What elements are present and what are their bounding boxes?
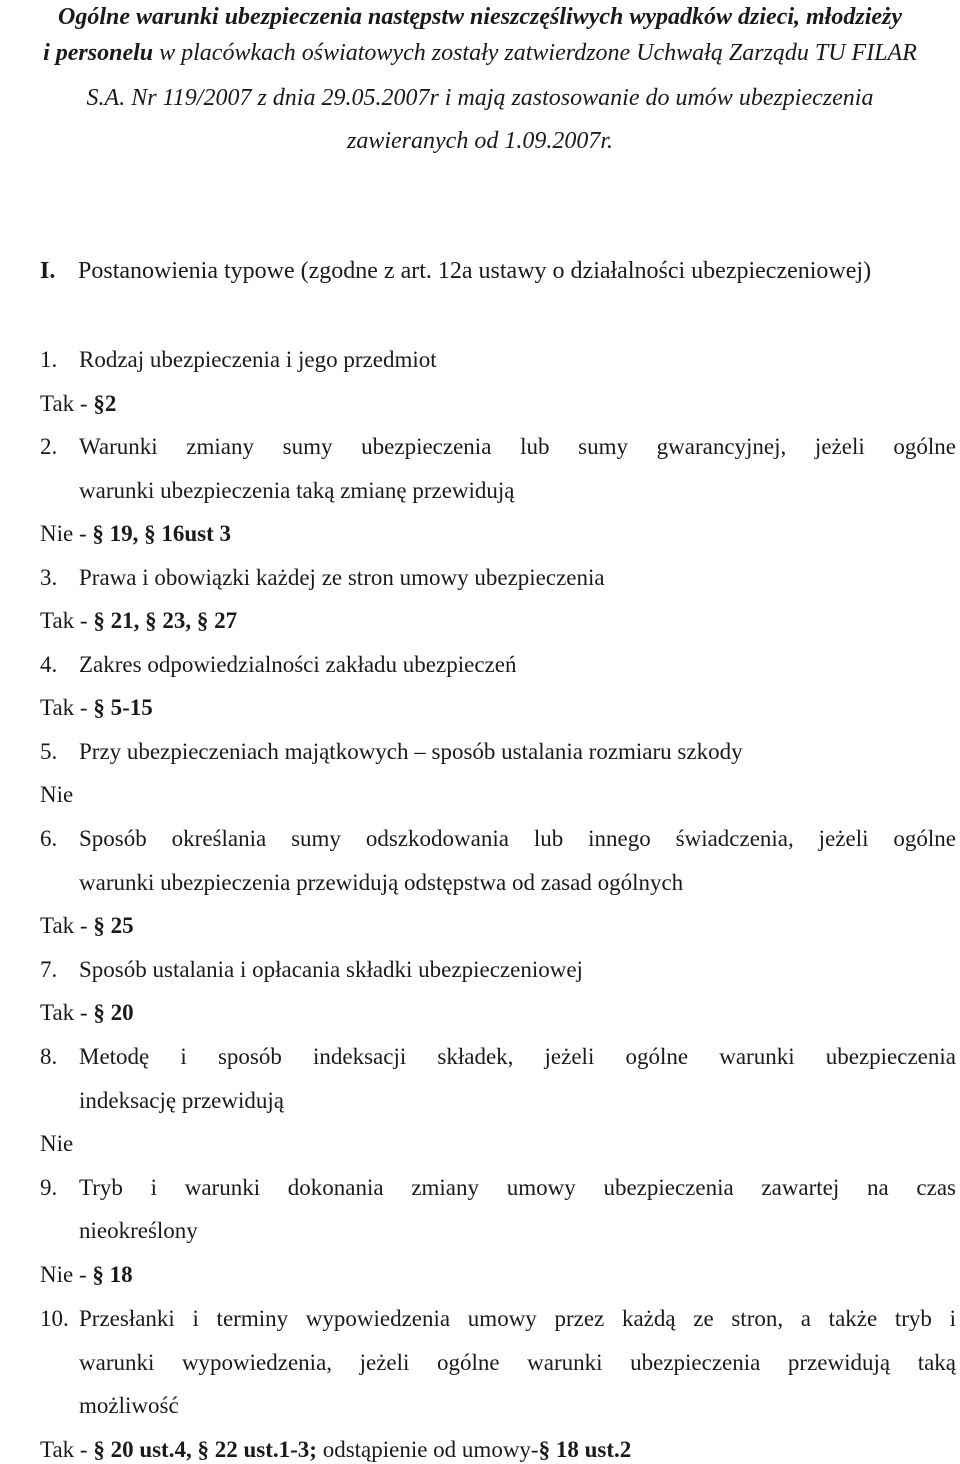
item-question-line-1: Przesłanki i terminy wypowiedzenia umowy przez każdą ze stron, a także tryb i <box>79 1306 956 1331</box>
item-question-line-2: warunki wypowiedzenia, jeżeli ogólne warunki ubezpieczenia przewidują taką <box>79 1350 956 1375</box>
section-number: I. <box>40 258 56 284</box>
answer-ref: § 20 <box>93 1000 134 1025</box>
answer-label: Nie <box>40 1131 74 1156</box>
item-10-answer <box>40 1437 631 1463</box>
item-number: 8. <box>40 1044 58 1069</box>
item-question: Zakres odpowiedzialności zakładu ubezpieczeń <box>79 652 517 677</box>
answer-ref: § 25 <box>93 913 134 938</box>
item-number: 3. <box>40 565 58 590</box>
item-number: 4. <box>40 652 58 677</box>
item-number: 5. <box>40 739 58 764</box>
answer-ref-2: § 18 ust.2 <box>538 1437 632 1462</box>
answer-label: Tak - <box>40 608 94 633</box>
item-number: 6. <box>40 826 58 851</box>
answer-label: Tak - <box>40 1000 94 1025</box>
section-heading <box>40 258 871 284</box>
item-question: Przy ubezpieczeniach majątkowych – sposób ustalania rozmiaru szkody <box>79 739 743 764</box>
answer-label: Tak - <box>40 695 94 720</box>
item-question-line-1: Tryb i warunki dokonania zmiany umowy ubezpieczenia zawartej na czas <box>79 1175 956 1200</box>
item-3-answer <box>40 608 237 634</box>
item-7-answer <box>40 1000 134 1026</box>
header-line-4-text: zawieranych od 1.09.2007r. <box>347 128 613 154</box>
item-4-answer <box>40 695 153 721</box>
header-line-4 <box>0 128 960 154</box>
item-question-line-2: warunki ubezpieczenia taką zmianę przewidują <box>79 478 515 503</box>
answer-ref: § 21, § 23, § 27 <box>93 608 238 633</box>
answer-ref: § 20 ust.4, § 22 ust.1-3; <box>93 1437 317 1462</box>
answer-ref: § 19, § 16ust 3 <box>92 521 232 546</box>
item-6-answer <box>40 913 134 939</box>
section-title: Postanowienia typowe (zgodne z art. 12a ustawy o działalności ubezpieczeniowej) <box>78 258 872 284</box>
item-question-line-1: Metodę i sposób indeksacji składek, jeżeli ogólne warunki ubezpieczenia <box>79 1044 956 1069</box>
item-number: 10. <box>40 1306 69 1331</box>
header-line-1-text: Ogólne warunki ubezpieczenia następstw nieszczęśliwych wypadków dzieci, młodzieży <box>57 4 903 30</box>
answer-label: Tak - <box>40 913 94 938</box>
answer-label: Tak - <box>40 1437 94 1462</box>
header-line-2-bold: i personelu <box>43 40 154 66</box>
item-question: Sposób ustalania i opłacania składki ubezpieczeniowej <box>79 957 583 982</box>
header-line-3 <box>0 85 960 111</box>
item-5-answer <box>40 782 73 808</box>
item-question-line-1: Warunki zmiany sumy ubezpieczenia lub sumy gwarancyjnej, jeżeli ogólne <box>79 434 956 459</box>
item-2-answer <box>40 521 231 547</box>
item-question-line-2: nieokreślony <box>79 1218 198 1243</box>
answer-label: Tak - <box>40 391 94 416</box>
header-line-3-text: S.A. Nr 119/2007 z dnia 29.05.2007r i mają zastosowanie do umów ubezpieczenia <box>86 85 874 111</box>
item-number: 2. <box>40 434 58 459</box>
item-question-line-2: indeksację przewidują <box>79 1088 284 1113</box>
item-number: 1. <box>40 347 58 372</box>
item-question-line-2: warunki ubezpieczenia przewidują odstępstwa od zasad ogólnych <box>79 870 684 895</box>
item-question: Rodzaj ubezpieczenia i jego przedmiot <box>79 347 437 372</box>
answer-label: Nie - <box>40 1262 93 1287</box>
header-line-2 <box>0 40 960 66</box>
answer-label: Nie - <box>40 521 93 546</box>
item-question-line-3: możliwość <box>79 1393 179 1418</box>
header-line-2-rest: w placówkach oświatowych zostały zatwierdzone Uchwałą Zarządu TU FILAR <box>153 40 917 66</box>
item-8-answer <box>40 1131 73 1157</box>
item-number: 7. <box>40 957 58 982</box>
item-9-answer <box>40 1262 133 1288</box>
answer-ref: § 18 <box>92 1262 133 1287</box>
item-1-answer <box>40 391 116 417</box>
answer-note: odstąpienie od umowy- <box>316 1437 539 1462</box>
item-question: Prawa i obowiązki każdej ze stron umowy ubezpieczenia <box>79 565 605 590</box>
item-number: 9. <box>40 1175 58 1200</box>
item-question-line-1: Sposób określania sumy odszkodowania lub innego świadczenia, jeżeli ogólne <box>79 826 956 851</box>
answer-ref: § 5-15 <box>93 695 153 720</box>
answer-label: Nie <box>40 782 74 807</box>
answer-ref: §2 <box>93 391 117 416</box>
header-line-1 <box>0 4 960 30</box>
